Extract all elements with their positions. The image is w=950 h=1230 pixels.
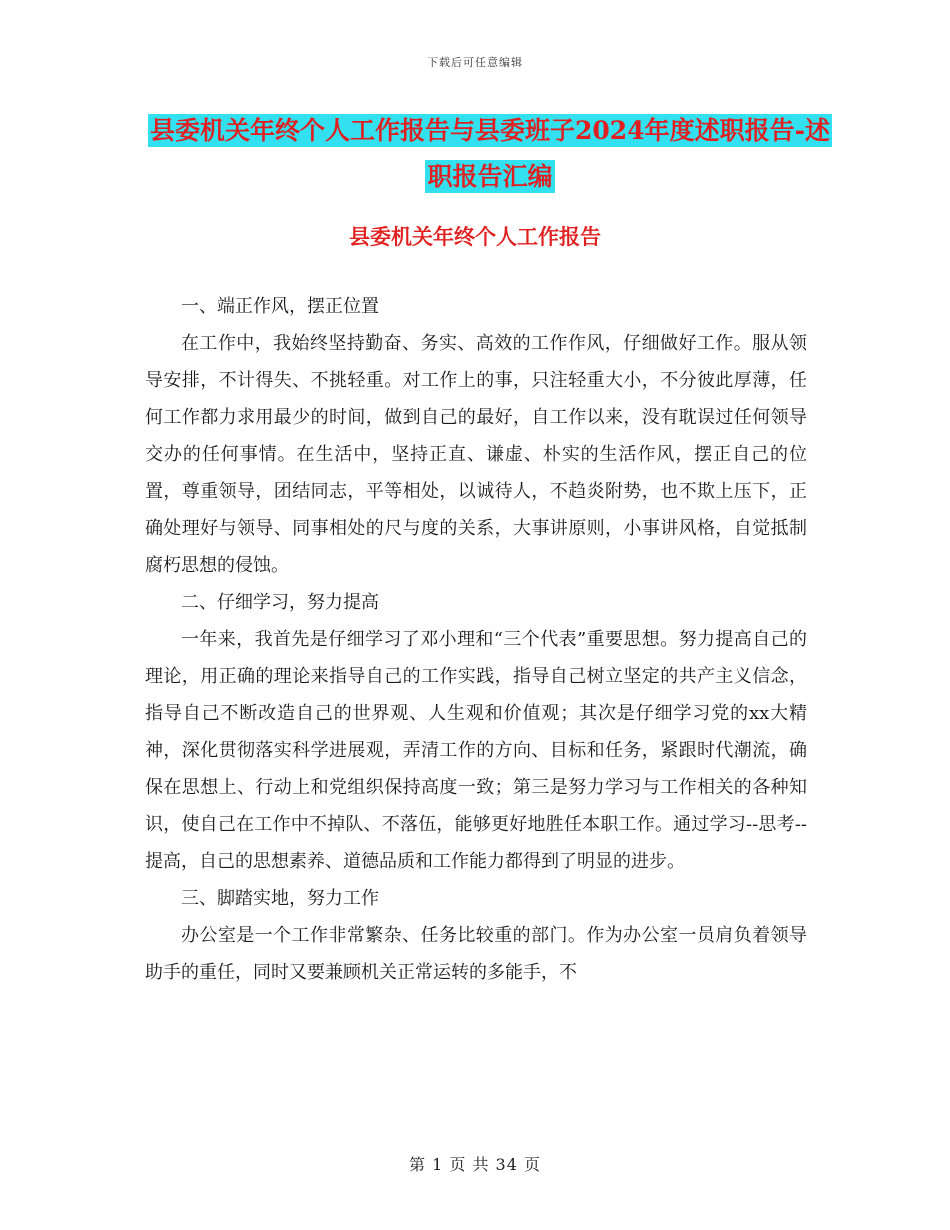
document-title <box>140 108 840 200</box>
document-body <box>145 288 807 991</box>
heading-3: 三、脚踏实地，努力工作 <box>181 888 379 909</box>
paragraph-3: 办公室是一个工作非常繁杂、任务比较重的部门。作为办公室一员肩负着领导助手的重任，同时又要兼顾机关正常运转的多能手，不 <box>145 925 807 983</box>
heading-2: 二、仔细学习，努力提高 <box>181 592 379 613</box>
heading-1: 一、端正作风，摆正位置 <box>181 296 379 317</box>
header-note: 下载后可任意编辑 <box>427 56 523 69</box>
document-title-text: 县委机关年终个人工作报告与县委班子2024年度述职报告-述职报告汇编 <box>150 116 830 191</box>
paragraph-2: 一年来，我首先是仔细学习了邓小理和“三个代表”重要思想。努力提高自己的理论，用正确的理论来指导自己的工作实践，指导自己树立坚定的共产主义信念，指导自己不断改造自己的世界观、人生观和价值观；其次是仔细学习党的xx大精神，深化贯彻落实科学进展观，弄清工作的方向、目标和任务，紧跟时代潮流，确保在思想上、行动上和党组织保持高度一致；第三是努力学习与工作相关的各种知识，使自己在工作中不掉队、不落伍，能够更好地胜任本职工作。通过学习--思考--提高，自己的思想素养、道德品质和工作能力都得到了明显的进步。 <box>145 629 807 872</box>
page-footer: 第 1 页 共 34 页 <box>409 1155 541 1174</box>
section-title: 县委机关年终个人工作报告 <box>349 224 601 249</box>
paragraph-1: 在工作中，我始终坚持勤奋、务实、高效的工作作风，仔细做好工作。服从领导安排，不计得失、不挑轻重。对工作上的事，只注轻重大小，不分彼此厚薄，任何工作都力求用最少的时间，做到自己的最好，自工作以来，没有耽误过任何领导交办的任何事情。在生活中，坚持正直、谦虚、朴实的生活作风，摆正自己的位置，尊重领导，团结同志，平等相处，以诚待人，不趋炎附势，也不欺上压下，正确处理好与领导、同事相处的尺与度的关系，大事讲原则，小事讲风格，自觉抵制腐朽思想的侵蚀。 <box>145 333 807 576</box>
